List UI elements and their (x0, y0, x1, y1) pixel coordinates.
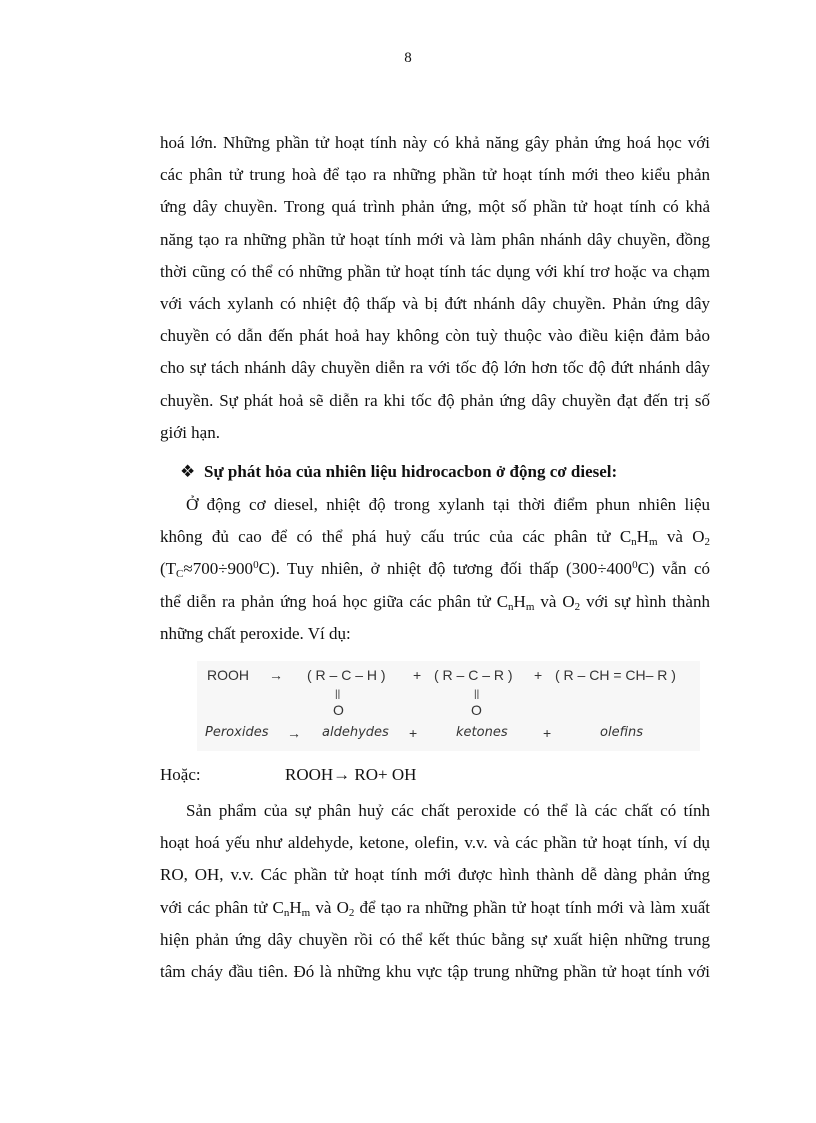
paragraph-3-line: hiện phản ứng dây chuyền rồi có thể kết thúc bằng sự xuất hiện những trung (160, 929, 710, 949)
paragraph-1-line: với vách xylanh có nhiệt độ thấp và bị đứt nhánh dây chuyền. Phản ứng dây (160, 294, 710, 314)
reaction-plus: + (413, 667, 422, 683)
paragraph-1-line: chuyền. Sự phát hoả sẽ diễn ra khi tốc độ phản ứng dây chuyền đạt đến trị số (160, 390, 710, 410)
paragraph-2-line: thể diễn ra phản ứng hoá học giữa các phân tử $C_nH_m$ và $O_2$ với sự hình thành (160, 591, 710, 613)
section-heading (180, 456, 617, 488)
label-plus: + (543, 725, 552, 741)
paragraph-3-line: RO, OH, v.v. Các phần tử hoạt tính mới được hình thành dễ dàng phản ứng (160, 865, 710, 885)
paragraph-3-line: tâm cháy đầu tiên. Đó là những khu vực tập trung những phần tử hoạt tính với (160, 962, 710, 982)
page-number: 8 (404, 50, 412, 66)
paragraph-1-line: hoá lớn. Những phần tử hoạt tính này có khả năng gây phản ứng hoá học với (160, 133, 710, 152)
double-bond: || (474, 689, 480, 700)
paragraph-2-line: $(T_C\approx 700\div 900^0C)$. Tuy nhiên, ở nhiệt độ tương đối thấp $(300\div 400^0C)$ vẫn có (160, 559, 711, 581)
reaction-arrow: → (269, 667, 283, 683)
reaction-oxygen: O (471, 702, 482, 718)
paragraph-3-line: Sản phẩm của sự phân huỷ các chất peroxide có thể là các chất có tính (186, 801, 710, 820)
paragraph-1-line: thời cũng có thể có những phần tử hoạt tính tác dụng với khí trơ hoặc va chạm (160, 261, 710, 281)
paragraph-3-line: với các phân tử $C_nH_m$ và $O_2$ để tạo ra những phần tử hoạt tính mới và làm xuất (160, 897, 710, 919)
label-plus: + (409, 725, 418, 741)
paragraph-2-line: không đủ cao để có thể phá huỷ cấu trúc của các phân tử $C_nH_m$ và $O_2$ (160, 527, 710, 549)
label-arrow: → (287, 725, 301, 741)
paragraph-1-line: chuyền có dẫn đến phát hoả hay không còn tuỳ thuộc vào điều kiện đảm bảo (160, 326, 710, 346)
label-aldehydes: aldehydes (322, 725, 389, 740)
reaction-plus: + (534, 667, 543, 683)
alternative-label: Hoặc: (160, 765, 201, 784)
paragraph-1-line: các phân tử trung hoà để tạo ra những phần tử hoạt tính mới theo kiểu phản (160, 165, 710, 185)
reaction-oxygen: O (333, 702, 344, 718)
alternative-equation (160, 762, 417, 788)
diamond-bullet-icon: ❖ (180, 462, 196, 481)
paragraph-1-line: ứng dây chuyền. Trong quá trình phản ứng, một số phần tử hoạt tính có khả (160, 197, 710, 217)
paragraph-1-line: năng tạo ra những phần tử hoạt tính mới và làm phân nhánh dây chuyền, đồng (160, 229, 710, 249)
reaction-ketone: ( R – C – R ) (434, 667, 513, 683)
double-bond: || (335, 689, 341, 700)
paragraph-2 (160, 489, 710, 650)
reaction-scheme-image (197, 661, 700, 751)
label-ketones: ketones (456, 725, 508, 740)
reaction-aldehyde: ( R – C – H ) (307, 667, 386, 683)
paragraph-1 (160, 127, 710, 449)
section-heading-text: Sự phát hỏa của nhiên liệu hidrocacbon ở động cơ diesel: (204, 462, 618, 481)
paragraph-1-line: cho sự tách nhánh dây chuyền diễn ra với tốc độ lớn hơn tốc độ đứt nhánh dây (160, 358, 710, 378)
reaction-olefin: ( R – CH = CH– R ) (555, 667, 676, 683)
paragraph-3-line: hoạt hoá yếu như aldehyde, ketone, olefin, v.v. và các phần tử hoạt tính, ví dụ (160, 833, 710, 853)
paragraph-2-line: những chất peroxide. Ví dụ: (160, 623, 351, 643)
paragraph-3 (160, 795, 710, 988)
label-olefins: olefins (600, 725, 643, 740)
alternative-equation-text: ROOH→ RO+ OH (285, 765, 417, 784)
paragraph-2-line: Ở động cơ diesel, nhiệt độ trong xylanh tại thời điểm phun nhiên liệu (186, 495, 710, 514)
label-peroxides: Peroxides (205, 725, 269, 740)
paragraph-1-line: giới hạn. (160, 422, 220, 442)
reaction-rooh: ROOH (207, 667, 249, 683)
